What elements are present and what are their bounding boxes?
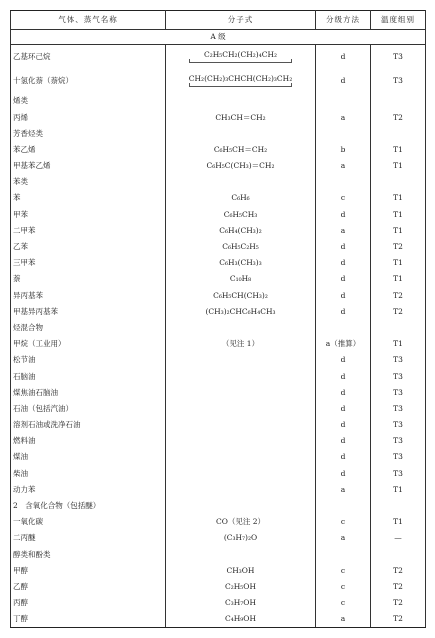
formula-cell	[166, 546, 316, 562]
table-row	[11, 125, 426, 141]
gas-classification-table	[10, 10, 426, 628]
temperature-group-cell: T3	[371, 417, 426, 433]
method-cell	[316, 320, 371, 336]
table-row	[11, 45, 426, 70]
gas-name-cell: 燃料油	[11, 433, 166, 449]
formula-cell	[166, 368, 316, 384]
temperature-group-cell: T2	[371, 109, 426, 125]
temperature-group-cell: T2	[371, 562, 426, 578]
table-row	[11, 384, 426, 400]
gas-name-cell: 甲醇	[11, 562, 166, 578]
header-formula: 分子式	[166, 11, 316, 30]
method-cell: c	[316, 562, 371, 578]
method-cell: a（推算）	[316, 336, 371, 352]
formula-cell: CO（见注 2）	[166, 514, 316, 530]
gas-name-cell: 动力苯	[11, 482, 166, 498]
temperature-group-cell: T2	[371, 303, 426, 319]
formula-cell: (C₃H₇)₂O	[166, 530, 316, 546]
table-row	[11, 320, 426, 336]
method-cell: a	[316, 530, 371, 546]
method-cell: d	[316, 384, 371, 400]
gas-name-cell: 乙苯	[11, 239, 166, 255]
formula-cell: C₆H₆	[166, 190, 316, 206]
formula-cell	[166, 433, 316, 449]
temperature-group-cell: T2	[371, 287, 426, 303]
gas-name-cell: 烯类	[11, 93, 166, 109]
formula-cell: C₆H₅C₂H₅	[166, 239, 316, 255]
method-cell: c	[316, 514, 371, 530]
formula-cell: C₆H₅C(CH₃)＝CH₂	[166, 158, 316, 174]
method-cell: c	[316, 595, 371, 611]
method-cell: b	[316, 142, 371, 158]
table-row	[11, 174, 426, 190]
method-cell: c	[316, 579, 371, 595]
table-row	[11, 206, 426, 222]
temperature-group-cell: T3	[371, 449, 426, 465]
formula-cell	[166, 174, 316, 190]
formula-cell	[166, 465, 316, 481]
temperature-group-cell: T1	[371, 158, 426, 174]
table-row	[11, 109, 426, 125]
table-row	[11, 142, 426, 158]
gas-name-cell: 二甲苯	[11, 223, 166, 239]
gas-name-cell: 三甲苯	[11, 255, 166, 271]
gas-name-cell: 芳香烃类	[11, 125, 166, 141]
header-temperature-group: 温度组别	[371, 11, 426, 30]
temperature-group-cell: T3	[371, 69, 426, 93]
formula-cell: C₂H₅CH₂(CH₂)₄CH₂	[166, 45, 316, 70]
table-row	[11, 93, 426, 109]
table-row	[11, 417, 426, 433]
method-cell: d	[316, 303, 371, 319]
formula-cell: C₃H₇OH	[166, 595, 316, 611]
formula-cell: CH₃CH＝CH₂	[166, 109, 316, 125]
table-row	[11, 611, 426, 628]
table-row	[11, 433, 426, 449]
method-cell: d	[316, 417, 371, 433]
gas-name-cell: 煤焦油石脑油	[11, 384, 166, 400]
gas-name-cell: 乙醇	[11, 579, 166, 595]
temperature-group-cell: T1	[371, 271, 426, 287]
gas-name-cell: 甲基苯乙烯	[11, 158, 166, 174]
gas-name-cell: 一氧化碳	[11, 514, 166, 530]
section-row-a	[11, 30, 426, 45]
temperature-group-cell: T3	[371, 384, 426, 400]
table-row	[11, 530, 426, 546]
temperature-group-cell: T1	[371, 223, 426, 239]
formula-cell	[166, 482, 316, 498]
method-cell	[316, 93, 371, 109]
method-cell	[316, 125, 371, 141]
gas-name-cell: 石脑油	[11, 368, 166, 384]
method-cell: a	[316, 611, 371, 628]
temperature-group-cell	[371, 174, 426, 190]
gas-name-cell: 甲基异丙基苯	[11, 303, 166, 319]
table-row	[11, 498, 426, 514]
temperature-group-cell: T1	[371, 206, 426, 222]
method-cell: d	[316, 255, 371, 271]
temperature-group-cell: T2	[371, 239, 426, 255]
formula-cell: C₆H₅CH₃	[166, 206, 316, 222]
method-cell: a	[316, 482, 371, 498]
gas-name-cell: 萘	[11, 271, 166, 287]
table-row	[11, 562, 426, 578]
method-cell: d	[316, 368, 371, 384]
temperature-group-cell: T3	[371, 45, 426, 70]
formula-cell: C₆H₃(CH₃)₃	[166, 255, 316, 271]
gas-name-cell: 甲苯	[11, 206, 166, 222]
gas-name-cell: 二丙醚	[11, 530, 166, 546]
formula-cell: CH₂(CH₂)₃CHCH(CH₂)₃CH₂	[166, 69, 316, 93]
gas-name-cell: 异丙基苯	[11, 287, 166, 303]
table-row	[11, 401, 426, 417]
temperature-group-cell	[371, 125, 426, 141]
table-row	[11, 239, 426, 255]
table-row	[11, 595, 426, 611]
table-row	[11, 352, 426, 368]
gas-name-cell: 十氢化萘（萘烷）	[11, 69, 166, 93]
table-row	[11, 287, 426, 303]
temperature-group-cell: T1	[371, 482, 426, 498]
temperature-group-cell: T2	[371, 611, 426, 628]
formula-cell: (CH₃)₂CHC₆H₄CH₃	[166, 303, 316, 319]
temperature-group-cell: T1	[371, 514, 426, 530]
temperature-group-cell: T3	[371, 368, 426, 384]
method-cell: d	[316, 206, 371, 222]
header-method: 分级方法	[316, 11, 371, 30]
temperature-group-cell: T1	[371, 142, 426, 158]
method-cell	[316, 498, 371, 514]
gas-name-cell: 苯	[11, 190, 166, 206]
gas-name-cell: 丁醇	[11, 611, 166, 628]
temperature-group-cell: T1	[371, 255, 426, 271]
formula-cell: CH₃OH	[166, 562, 316, 578]
temperature-group-cell	[371, 320, 426, 336]
ring-bracket	[189, 83, 293, 87]
gas-name-cell: 松节油	[11, 352, 166, 368]
temperature-group-cell: T1	[371, 336, 426, 352]
temperature-group-cell: T3	[371, 352, 426, 368]
table-row	[11, 482, 426, 498]
formula-cell: （见注 1）	[166, 336, 316, 352]
section-label: A 级	[11, 30, 426, 45]
gas-name-cell: 丙醇	[11, 595, 166, 611]
table-row	[11, 303, 426, 319]
method-cell: d	[316, 352, 371, 368]
gas-name-cell: 苯类	[11, 174, 166, 190]
formula-cell	[166, 320, 316, 336]
method-cell: a	[316, 109, 371, 125]
method-cell: a	[316, 223, 371, 239]
method-cell: d	[316, 401, 371, 417]
temperature-group-cell	[371, 93, 426, 109]
table-row	[11, 579, 426, 595]
gas-name-cell: 溶剂石油或洗净石油	[11, 417, 166, 433]
table-header-row	[11, 11, 426, 30]
gas-name-cell: 苯乙烯	[11, 142, 166, 158]
table-row	[11, 190, 426, 206]
table-row	[11, 546, 426, 562]
gas-name-cell: 煤油	[11, 449, 166, 465]
formula-cell	[166, 384, 316, 400]
temperature-group-cell: T1	[371, 190, 426, 206]
method-cell	[316, 174, 371, 190]
gas-name-cell: 2 含氧化合物（包括醚）	[11, 498, 166, 514]
gas-name-cell: 丙烯	[11, 109, 166, 125]
formula-cell: C₆H₄(CH₃)₂	[166, 223, 316, 239]
header-gas-name: 气体、蒸气名称	[11, 11, 166, 30]
formula-cell	[166, 352, 316, 368]
gas-name-cell: 甲烷（工业用）	[11, 336, 166, 352]
temperature-group-cell: T2	[371, 579, 426, 595]
table-row	[11, 223, 426, 239]
method-cell: c	[316, 190, 371, 206]
temperature-group-cell: —	[371, 530, 426, 546]
temperature-group-cell: T3	[371, 433, 426, 449]
temperature-group-cell: T2	[371, 595, 426, 611]
method-cell: a	[316, 158, 371, 174]
gas-name-cell: 烃混合物	[11, 320, 166, 336]
method-cell: d	[316, 45, 371, 70]
temperature-group-cell: T3	[371, 401, 426, 417]
method-cell: d	[316, 271, 371, 287]
gas-name-cell: 柴油	[11, 465, 166, 481]
formula-cell: C₁₀H₈	[166, 271, 316, 287]
formula-cell	[166, 93, 316, 109]
table-row	[11, 514, 426, 530]
gas-name-cell: 石油（包括汽油）	[11, 401, 166, 417]
ring-bracket	[189, 59, 293, 63]
table-row	[11, 255, 426, 271]
formula-cell: C₆H₅CH(CH₃)₂	[166, 287, 316, 303]
table-row	[11, 465, 426, 481]
table-row	[11, 271, 426, 287]
method-cell: d	[316, 433, 371, 449]
table-row	[11, 69, 426, 93]
formula-cell: C₆H₅CH＝CH₂	[166, 142, 316, 158]
method-cell: d	[316, 449, 371, 465]
formula-cell	[166, 449, 316, 465]
formula-cell	[166, 498, 316, 514]
gas-name-cell: 乙基环己烷	[11, 45, 166, 70]
formula-cell	[166, 401, 316, 417]
method-cell: d	[316, 465, 371, 481]
formula-cell: C₄H₉OH	[166, 611, 316, 628]
formula-cell	[166, 125, 316, 141]
method-cell: d	[316, 69, 371, 93]
temperature-group-cell: T3	[371, 465, 426, 481]
formula-cell: C₂H₅OH	[166, 579, 316, 595]
table-row	[11, 158, 426, 174]
temperature-group-cell	[371, 546, 426, 562]
table-row	[11, 336, 426, 352]
method-cell: d	[316, 287, 371, 303]
table-row	[11, 368, 426, 384]
temperature-group-cell	[371, 498, 426, 514]
method-cell: d	[316, 239, 371, 255]
formula-cell	[166, 417, 316, 433]
gas-name-cell: 醇类和酚类	[11, 546, 166, 562]
method-cell	[316, 546, 371, 562]
table-row	[11, 449, 426, 465]
